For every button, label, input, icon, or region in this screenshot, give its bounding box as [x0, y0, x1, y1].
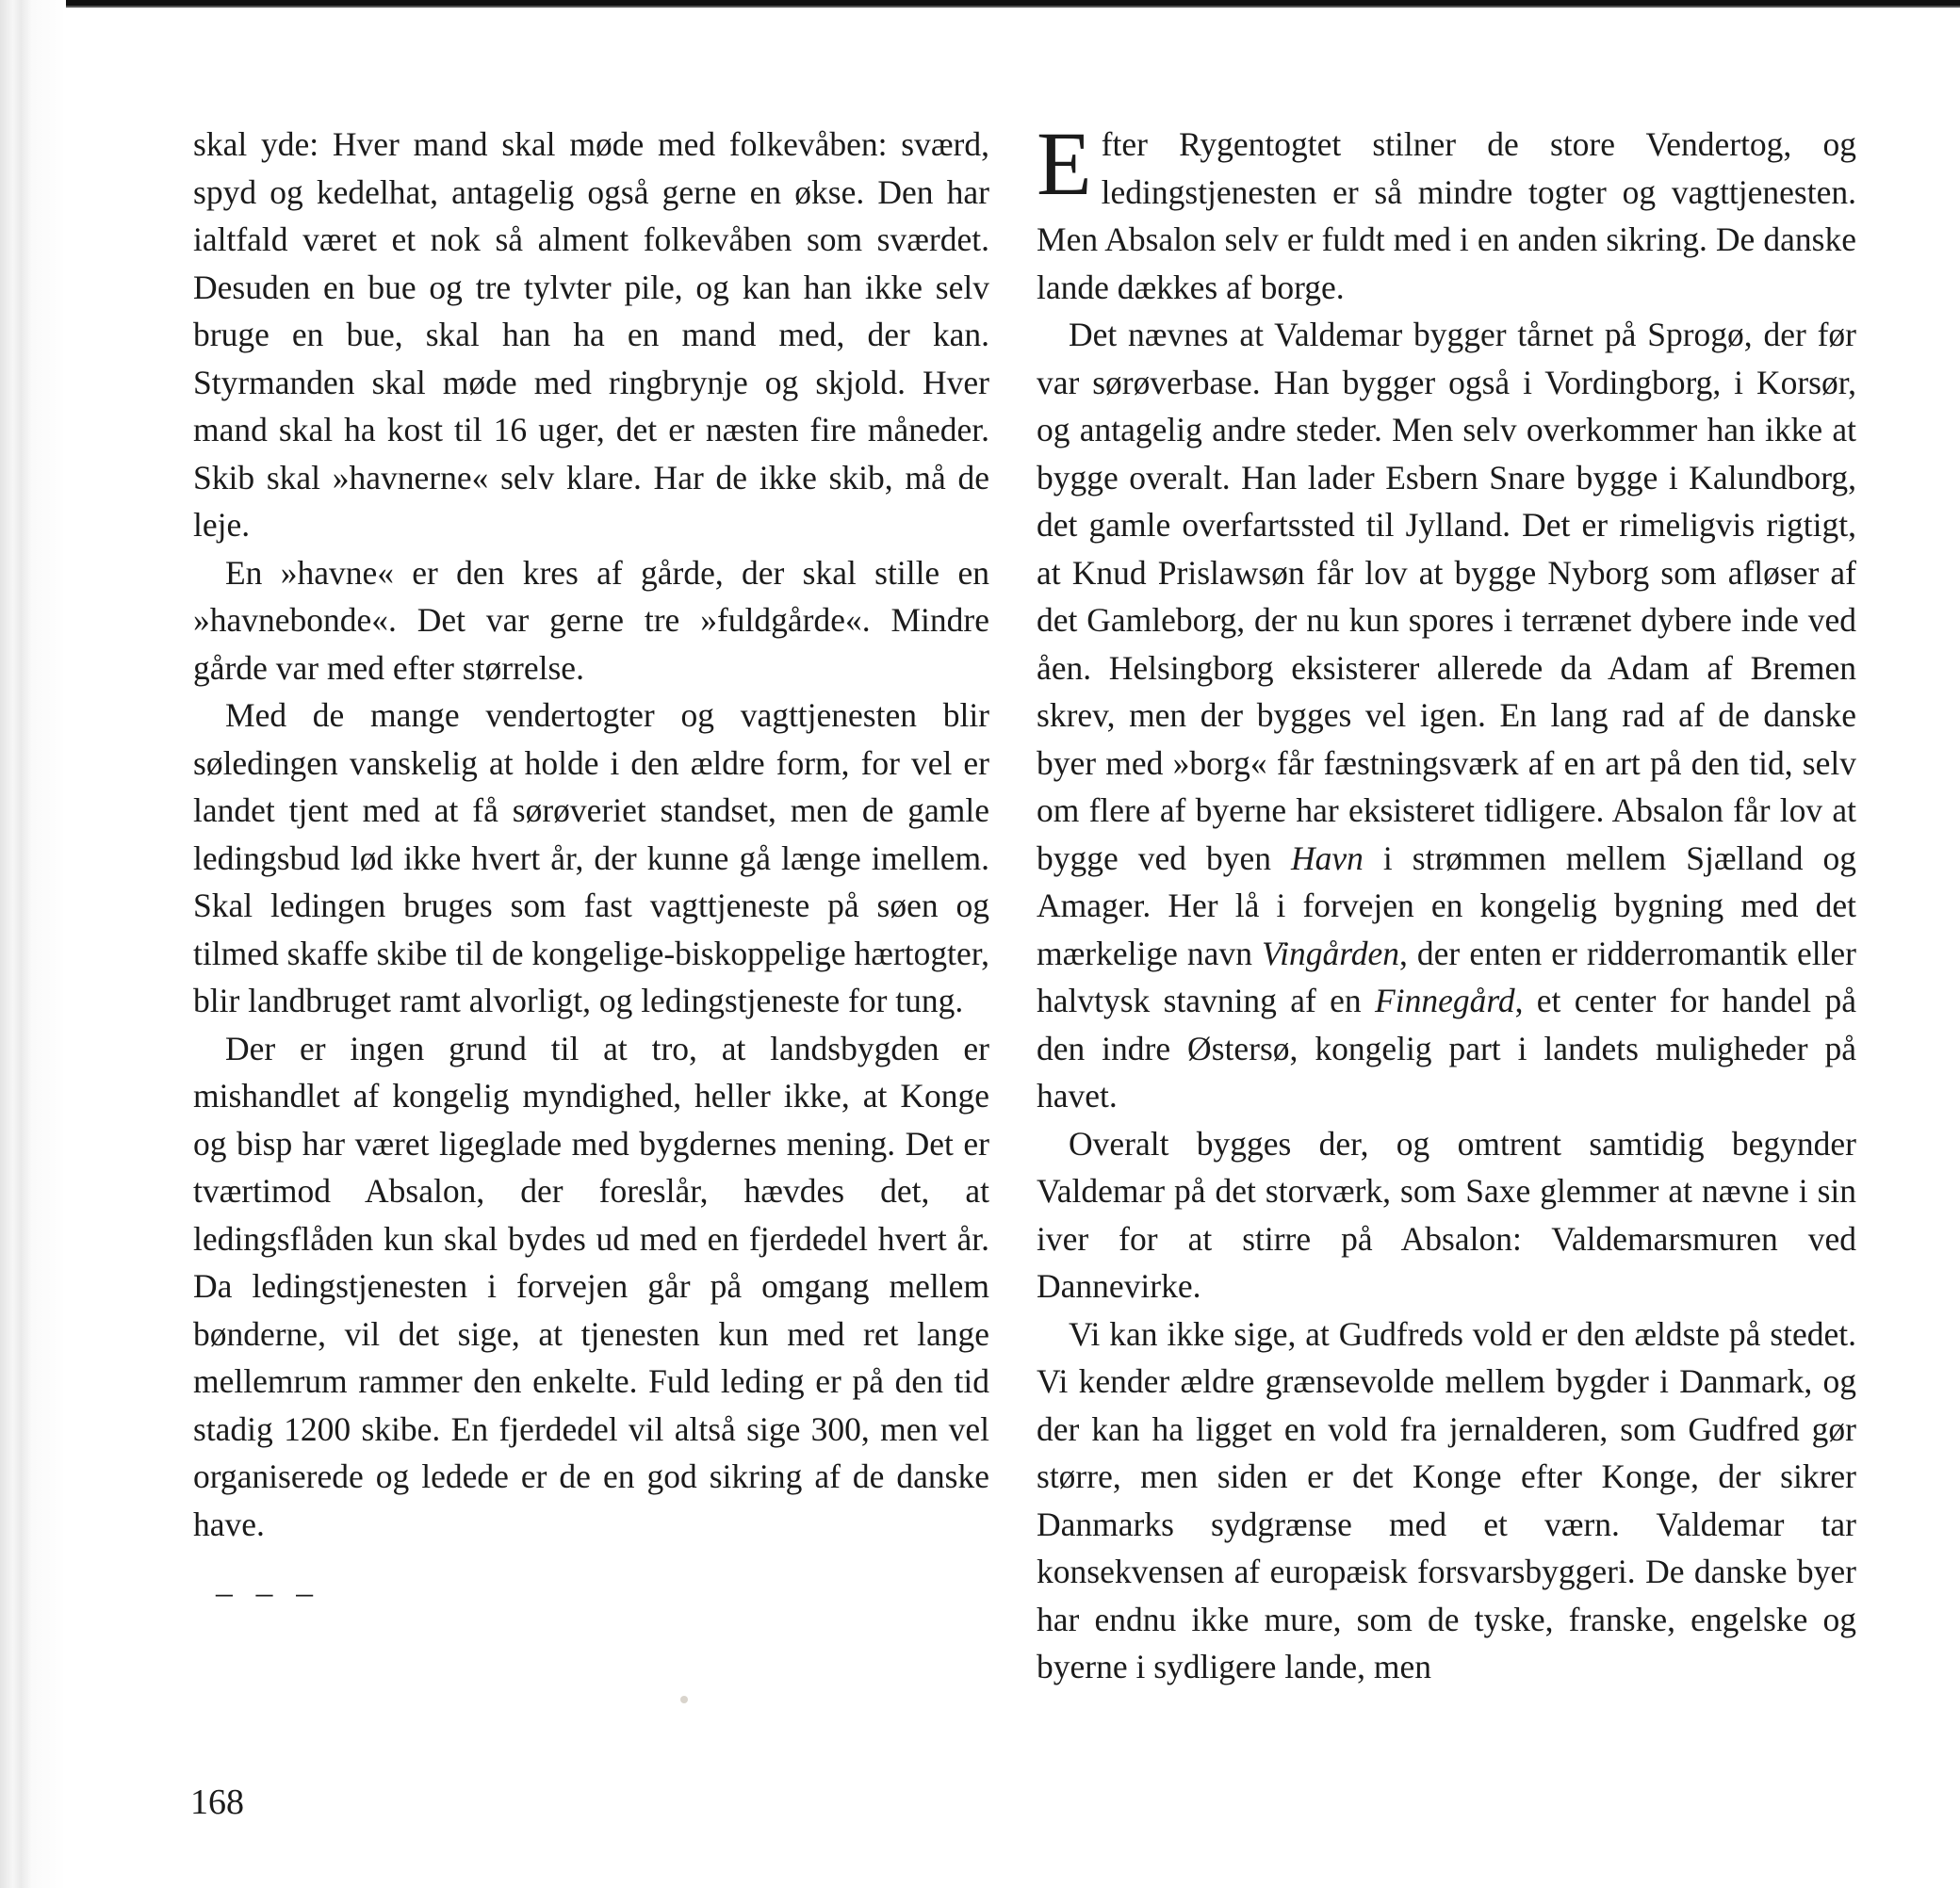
italic-place-name: Vingården [1262, 934, 1399, 972]
paragraph-text: Det nævnes at Valdemar bygger tårnet på Sprogø, der før var sørøverbase. Han bygger også i Vordingborg, i Korsør, og antagelig andre steder. Men selv overkommer han ikke at bygge overalt. Han lader Esbern Snare bygge i Kalundborg, det gamle overfartssted til Jylland. Det er rimeligvis rigtigt, at Knud Prislawsøn får lov at bygge Nyborg som afløser af det Gamleborg, der nu kun spores i terrænet dybere inde ved åen. Helsingborg eksisterer allerede da Adam af Bremen skrev, men der bygges vel igen. En lang rad af de danske byer med »borg« får fæstningsværk af en art på den tid, selv om flere af byerne har eksisteret tidligere. Absalon får lov at bygge ved byen [1037, 316, 1856, 877]
paragraph-text: i strømmen mellem Sjælland og Amager. Her lå i forvejen en kongelig bygning med det mærkelige navn [1037, 838, 1856, 972]
paragraph: skal yde: Hver mand skal møde med folkevåben: sværd, spyd og kedelhat, antagelig også gerne en økse. Den har ialtfald været et nok så alment folkevåben som sværdet. Desuden en bue og tre tylvter pile, og kan han ikke selv bruge en bue, skal han ha en mand med, der kan. Styrmanden skal møde med ringbrynje og skjold. Hver mand skal ha kost til 16 uger, det er næsten fire måneder. Skib skal »havnerne« selv klare. Har de ikke skib, må de leje. [193, 125, 989, 544]
paragraph-text: , der enten er ridderromantik eller halvtysk stavning af en [1037, 934, 1857, 1019]
paragraph-text: , et center for handel på den indre Østersø, kongelig part i landets muligheder på havet. [1037, 982, 1856, 1115]
page-number: 168 [190, 1782, 244, 1822]
paragraph: En »havne« er den kres af gårde, der skal stille en »havnebonde«. Det var gerne tre »fuldgårde«. Mindre gårde var med efter størrelse. [193, 553, 989, 687]
drop-cap: E [1037, 113, 1092, 214]
left-text-column [193, 121, 989, 1617]
paragraph: Der er ingen grund til at tro, at landsbygden er mishandlet af kongelig myndighed, heller ikke, at Konge og bisp har været ligeglade med bygdernes mening. Det er tværtimod Absalon, der foreslår, hævdes det, at ledingsflåden kun skal bydes ud med en fjerdedel hvert år. Da ledingstjenesten i forvejen går på omgang mellem bønderne, vil det sige, at tjenesten kun med ret lange mellemrum rammer den enkelte. Fuld leding er på den tid stadig 1200 skibe. En fjerdedel vil altså sige 300, men vel organiserede og ledede er de en god sikring af de danske have. [193, 1029, 989, 1543]
opening-paragraph-text: fter Rygentogtet stilner de store Vendertog, og ledingstjenesten er så mindre togter og vagttjenesten. Men Absalon selv er fuldt med i en anden sikring. De danske lande dækkes af borge. [1037, 125, 1856, 306]
book-binding-shadow [0, 0, 66, 1888]
paragraph: Med de mange vendertogter og vagttjenesten blir søledingen vanskelig at holde i den ældre form, for vel er landet tjent med at få sørøveriet standset, men de gamle ledingsbud lød ikke hvert år, der kunne gå længe imellem. Skal ledingen bruges som fast vagttjeneste på søen og tilmed skaffe skibe til de kongelige-biskoppelige hærtogter, blir landbruget ramt alvorligt, og ledingstjeneste for tung. [193, 696, 989, 1019]
right-text-column [1037, 113, 1857, 1691]
page-top-edge [0, 0, 1960, 11]
paragraph: Vi kan ikke sige, at Gudfreds vold er den ældste på stedet. Vi kender ældre grænsevolde mellem bygder i Danmark, og der kan ha ligget en vold fra jernalderen, som Gudfred gør større, men siden er det Konge efter Konge, der sikrer Danmarks sydgrænse med et værn. Valdemar tar konsekvensen af europæisk forsvarsbyggeri. De danske byer har endnu ikke mure, som de tyske, franske, engelske og byerne i sydligere lande, men [1037, 1314, 1856, 1685]
section-separator: – – – [216, 1573, 320, 1611]
italic-place-name: Havn [1291, 838, 1364, 877]
paragraph [1037, 311, 1856, 1120]
paper-speck [680, 1696, 688, 1703]
opening-paragraph [1037, 113, 1856, 311]
paragraph: Overalt bygges der, og omtrent samtidig begynder Valdemar på det storværk, som Saxe glemmer at nævne i sin iver for at stirre på Absalon: Valdemarsmuren ved Dannevirke. [1037, 1124, 1856, 1305]
italic-place-name: Finnegård [1375, 982, 1515, 1019]
